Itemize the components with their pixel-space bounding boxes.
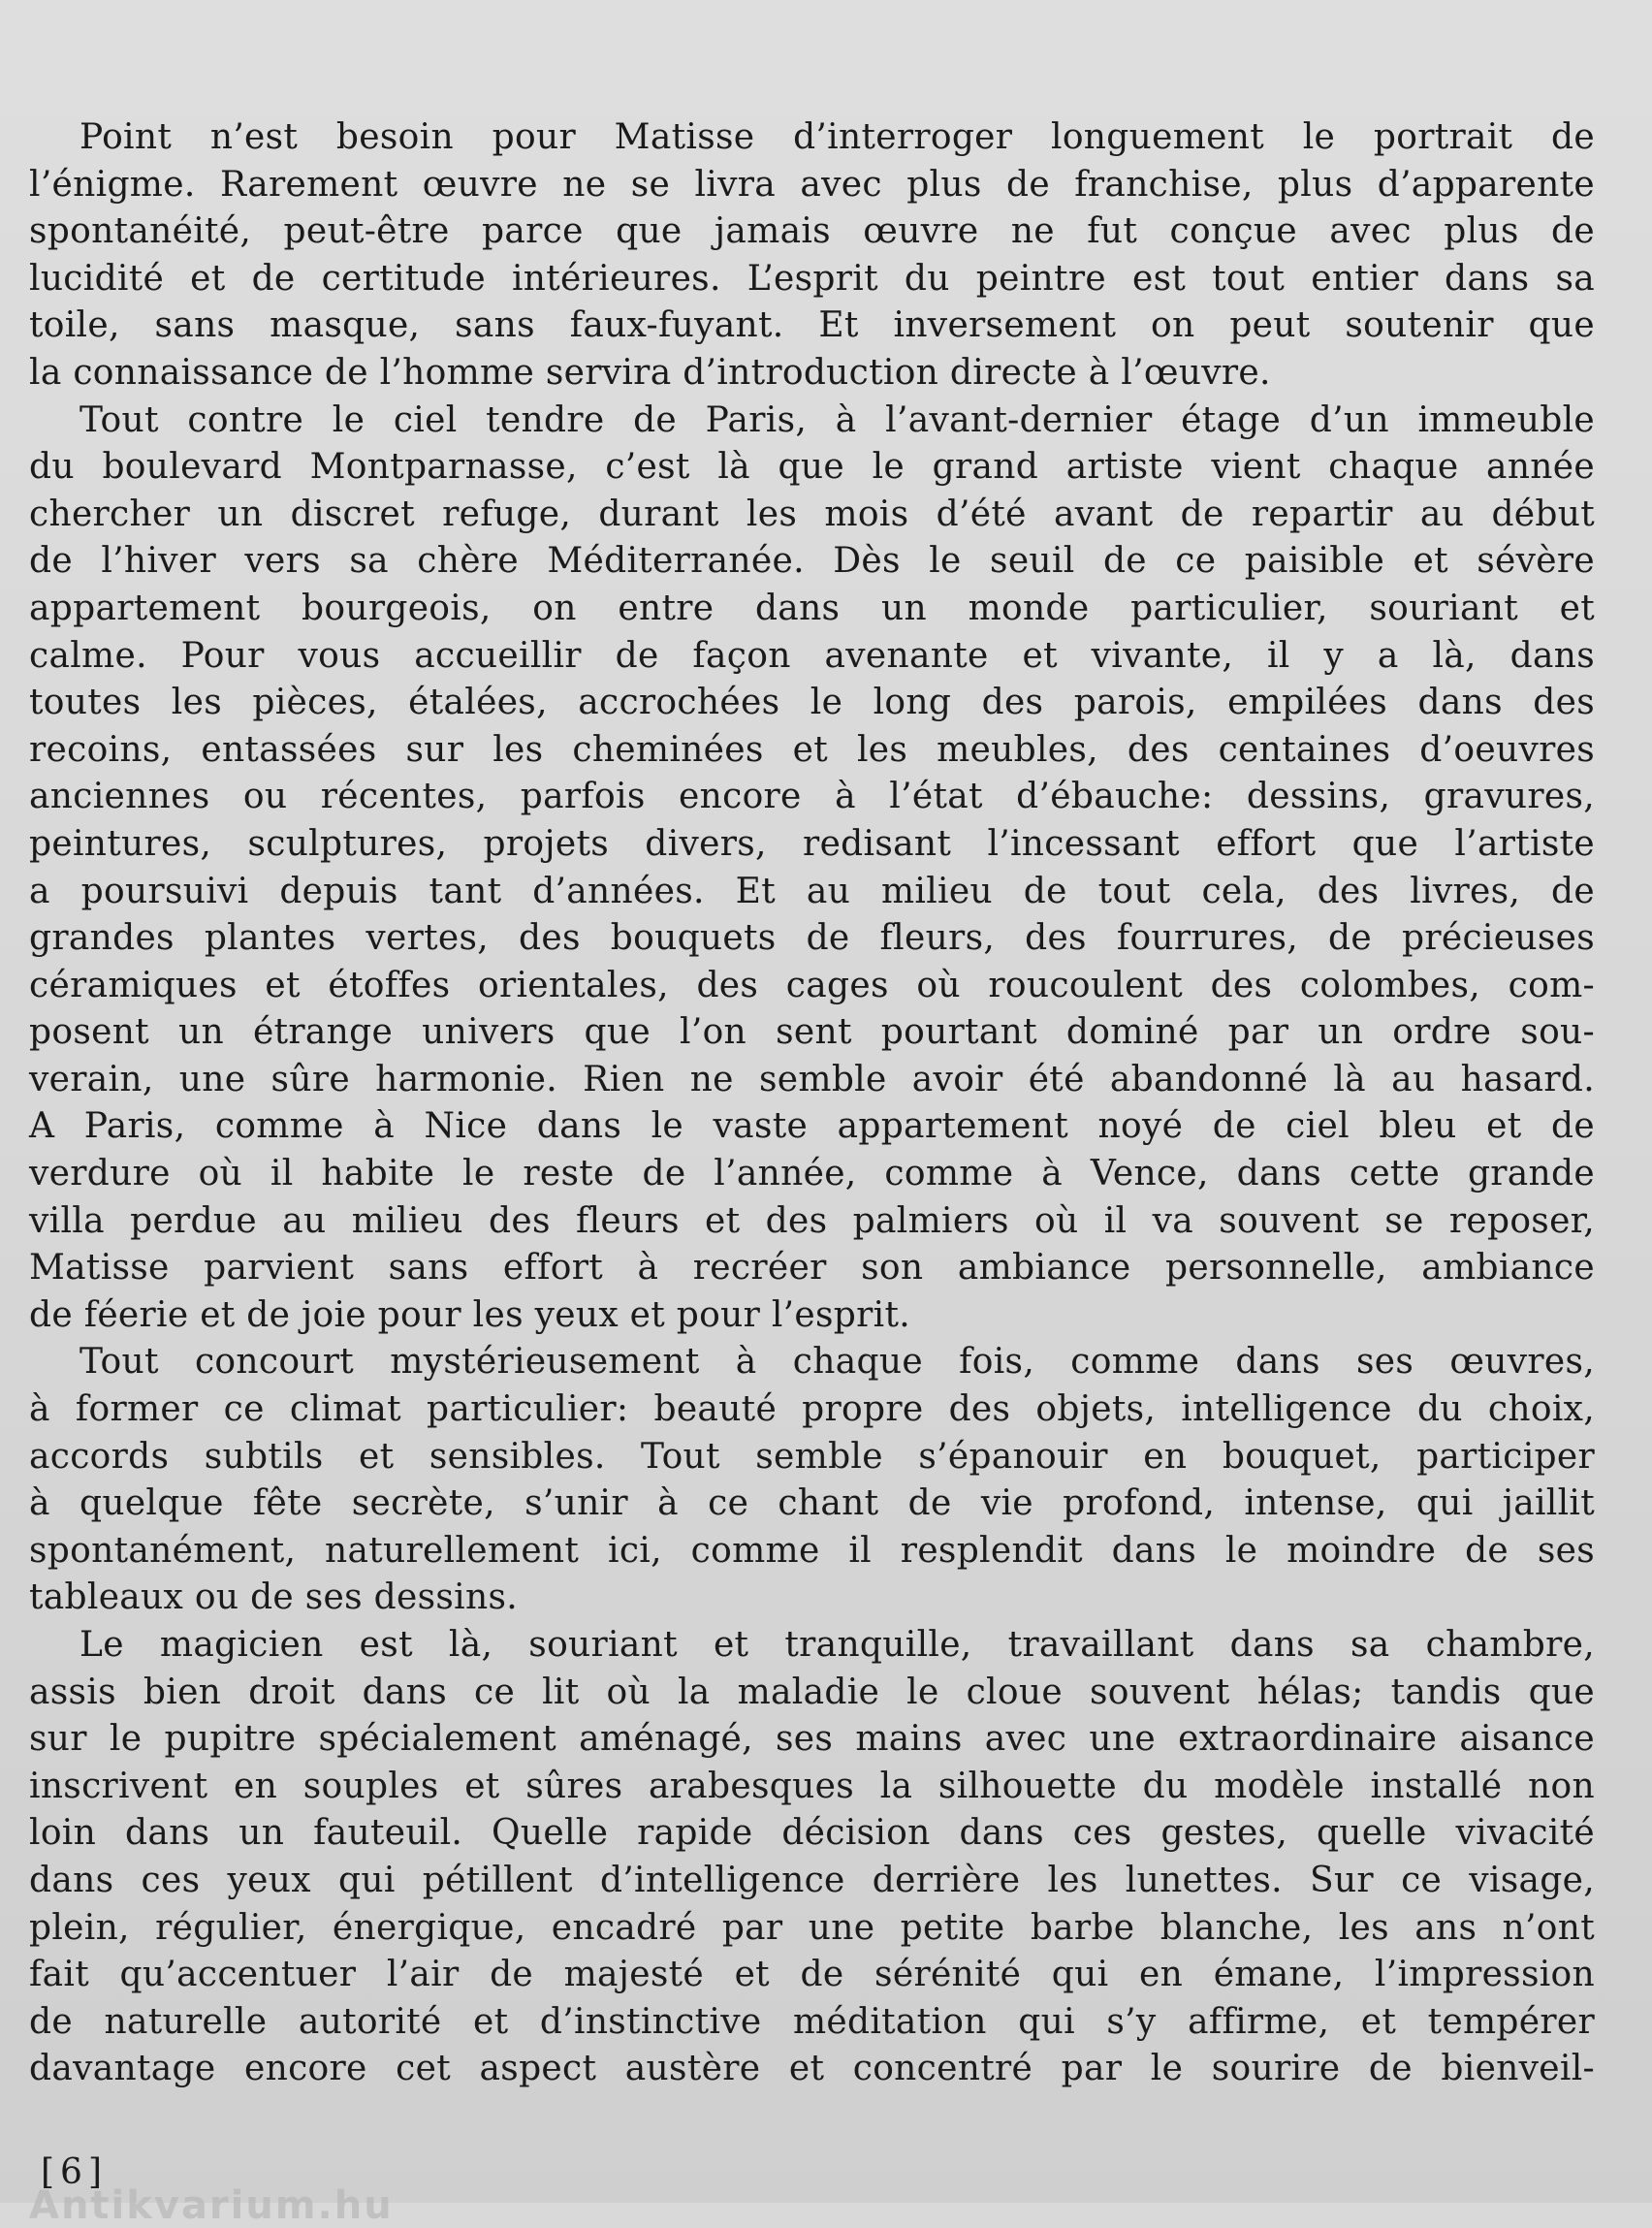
text-line: anciennes ou récentes, parfois encore à l’état d’ébauche: dessins, gravures, bbox=[29, 777, 1595, 817]
text-line: posent un étrange univers que l’on sent pourtant dominé par un ordre sou- bbox=[29, 1012, 1595, 1053]
text-line: de féerie et de joie pour les yeux et pour l’esprit. bbox=[29, 1294, 910, 1335]
text-line: plein, régulier, énergique, encadré par une petite barbe blanche, les ans n’ont bbox=[29, 1907, 1595, 1948]
text-line: appartement bourgeois, on entre dans un monde particulier, souriant et bbox=[29, 588, 1595, 628]
text-line: la connaissance de l’homme servira d’introduction directe à l’œuvre. bbox=[29, 352, 1271, 393]
text-line: peintures, sculptures, projets divers, redisant l’incessant effort que l’artiste bbox=[29, 823, 1595, 864]
watermark: Antikvarium.hu bbox=[29, 2183, 394, 2228]
text-line: accords subtils et sensibles. Tout semble s’épanouir en bouquet, participer bbox=[29, 1436, 1595, 1477]
text-line: grandes plantes vertes, des bouquets de fleurs, des fourrures, de précieuses bbox=[29, 918, 1595, 959]
text-line: à former ce climat particulier: beauté propre des objets, intelligence du choix, bbox=[29, 1389, 1595, 1430]
text-line: lucidité et de certitude intérieures. L’esprit du peintre est tout entier dans sa bbox=[29, 258, 1595, 299]
text-line: spontanément, naturellement ici, comme il resplendit dans le moindre de ses bbox=[29, 1530, 1595, 1571]
text-line: Tout concourt mystérieusement à chaque fois, comme dans ses œuvres, bbox=[79, 1342, 1595, 1383]
text-line: du boulevard Montparnasse, c’est là que le grand artiste vient chaque année bbox=[29, 447, 1595, 488]
text-line: Point n’est besoin pour Matisse d’interroger longuement le portrait de bbox=[79, 117, 1595, 157]
text-line: villa perdue au milieu des fleurs et des palmiers où il va souvent se reposer, bbox=[29, 1200, 1595, 1241]
text-line: calme. Pour vous accueillir de façon avenante et vivante, il y a là, dans bbox=[29, 635, 1595, 676]
text-line: l’énigme. Rarement œuvre ne se livra avec plus de franchise, plus d’apparente bbox=[29, 164, 1595, 205]
text-line: sur le pupitre spécialement aménagé, ses mains avec une extraordinaire aisance bbox=[29, 1719, 1595, 1760]
text-line: inscrivent en souples et sûres arabesques la silhouette du modèle installé non bbox=[29, 1766, 1595, 1806]
page-number: [6] bbox=[41, 2152, 108, 2192]
text-line: fait qu’accentuer l’air de majesté et de sérénité qui en émane, l’impression bbox=[29, 1955, 1595, 1995]
text-line: toile, sans masque, sans faux-fuyant. Et inversement on peut soutenir que bbox=[29, 305, 1595, 346]
text-line: céramiques et étoffes orientales, des cages où roucoulent des colombes, com- bbox=[29, 965, 1595, 1005]
text-line: verdure où il habite le reste de l’année, comme à Vence, dans cette grande bbox=[29, 1154, 1595, 1194]
text-line: A Paris, comme à Nice dans le vaste appartement noyé de ciel bleu et de bbox=[29, 1106, 1595, 1147]
text-line: chercher un discret refuge, durant les mois d’été avant de repartir au début bbox=[29, 493, 1595, 534]
text-line: a poursuivi depuis tant d’années. Et au milieu de tout cela, des livres, de bbox=[29, 871, 1595, 911]
text-line: Le magicien est là, souriant et tranquille, travaillant dans sa chambre, bbox=[79, 1625, 1595, 1665]
text-line: Tout contre le ciel tendre de Paris, à l’avant-dernier étage d’un immeuble bbox=[79, 399, 1595, 440]
text-line: Matisse parvient sans effort à recréer son ambiance personnelle, ambiance bbox=[29, 1248, 1595, 1289]
text-line: à quelque fête secrète, s’unir à ce chant de vie profond, intense, qui jaillit bbox=[29, 1483, 1595, 1524]
text-line: loin dans un fauteuil. Quelle rapide décision dans ces gestes, quelle vivacité bbox=[29, 1813, 1595, 1854]
text-line: spontanéité, peut-être parce que jamais œuvre ne fut conçue avec plus de bbox=[29, 211, 1595, 252]
text-line: dans ces yeux qui pétillent d’intelligence derrière les lunettes. Sur ce visage, bbox=[29, 1860, 1595, 1900]
body-text bbox=[29, 114, 1595, 2093]
text-line: de naturelle autorité et d’instinctive méditation qui s’y affirme, et tempérer bbox=[29, 2001, 1595, 2042]
text-line: recoins, entassées sur les cheminées et les meubles, des centaines d’oeuvres bbox=[29, 729, 1595, 770]
text-line: assis bien droit dans ce lit où la maladie le cloue souvent hélas; tandis que bbox=[29, 1671, 1595, 1712]
text-line: tableaux ou de ses dessins. bbox=[29, 1577, 518, 1618]
text-line: de l’hiver vers sa chère Méditerranée. Dès le seuil de ce paisible et sévère bbox=[29, 541, 1595, 582]
text-line: davantage encore cet aspect austère et concentré par le sourire de bienveil- bbox=[29, 2049, 1595, 2089]
text-line: toutes les pièces, étalées, accrochées le long des parois, empilées dans des bbox=[29, 683, 1595, 723]
text-line: verain, une sûre harmonie. Rien ne semble avoir été abandonné là au hasard. bbox=[29, 1059, 1595, 1099]
